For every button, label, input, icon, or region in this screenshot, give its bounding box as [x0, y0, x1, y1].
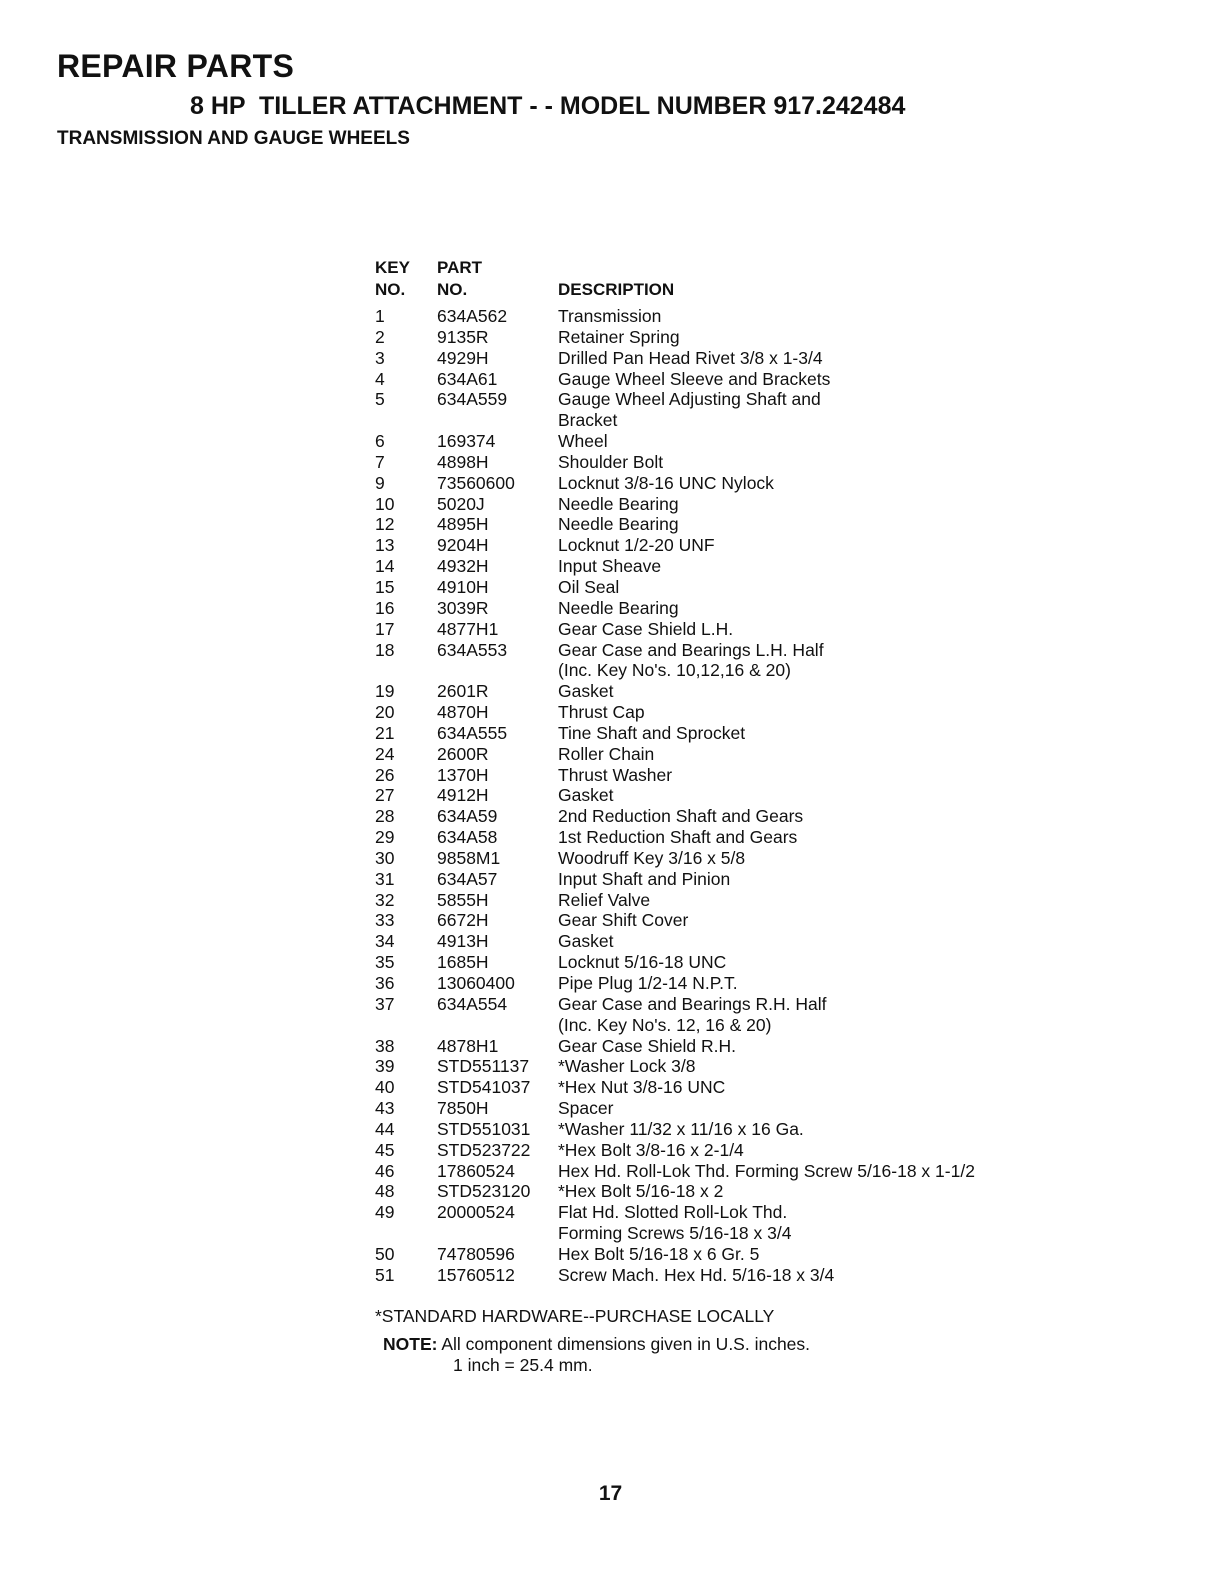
table-row: [375, 744, 1215, 765]
key-no-cell: 24: [375, 743, 395, 764]
model-subtitle: 8 HP TILLER ATTACHMENT - - MODEL NUMBER 917.242484: [190, 92, 906, 120]
key-no-cell: 32: [375, 889, 395, 910]
description-cell: Gear Case and Bearings L.H. Half (Inc. Key No's. 10,12,16 & 20): [558, 639, 824, 681]
key-no-cell: 44: [375, 1118, 395, 1139]
description-cell: Drilled Pan Head Rivet 3/8 x 1-3/4: [558, 347, 823, 368]
table-row: [375, 1077, 1215, 1098]
table-row: [375, 994, 1215, 1036]
part-no-column-header: [437, 257, 482, 301]
key-no-cell: 4: [375, 368, 385, 389]
part-no-cell: 3039R: [437, 597, 489, 618]
key-no-cell: 33: [375, 910, 395, 931]
part-no-cell: 634A59: [437, 806, 498, 827]
table-row: [375, 723, 1215, 744]
key-no-cell: 29: [375, 827, 395, 848]
page-number: 17: [598, 1482, 623, 1505]
key-no-cell: 7: [375, 451, 385, 472]
table-row: [375, 514, 1215, 535]
description-cell: Input Sheave: [558, 556, 662, 577]
key-no-cell: 43: [375, 1098, 395, 1119]
description-cell: Woodruff Key 3/16 x 5/8: [558, 847, 746, 868]
part-no-cell: 4932H: [437, 556, 489, 577]
description-cell: Pipe Plug 1/2-14 N.P.T.: [558, 973, 738, 993]
part-no-cell: 7850H: [437, 1098, 489, 1119]
table-row: [375, 452, 1215, 473]
note-line1: All component dimensions given in U.S. inches.: [441, 1334, 811, 1354]
part-no-cell: STD541037: [437, 1077, 531, 1098]
description-cell: Relief Valve: [558, 889, 651, 910]
description-cell: 1st Reduction Shaft and Gears: [558, 827, 798, 848]
part-no-cell: 1685H: [437, 952, 489, 973]
table-row: [375, 765, 1215, 786]
description-cell: Gauge Wheel Adjusting Shaft and Bracket: [558, 389, 821, 431]
part-no-cell: 15760512: [437, 1264, 515, 1285]
part-no-cell: 6672H: [437, 910, 489, 931]
table-row: [375, 1119, 1215, 1140]
table-row: [375, 1036, 1215, 1057]
key-no-cell: 39: [375, 1056, 395, 1077]
part-no-cell: 9135R: [437, 326, 489, 347]
description-cell: Thrust Cap: [558, 702, 645, 723]
part-no-cell: STD551031: [437, 1118, 531, 1139]
table-row: [375, 1181, 1215, 1202]
description-cell: Flat Hd. Slotted Roll-Lok Thd. Forming Screws 5/16-18 x 3/4: [558, 1202, 792, 1244]
part-no-cell: 4877H1: [437, 618, 499, 639]
description-cell: *Washer Lock 3/8: [558, 1056, 696, 1077]
table-row: [375, 1098, 1215, 1119]
key-no-cell: 13: [375, 535, 395, 556]
key-no-cell: 2: [375, 326, 385, 347]
key-no-column-header: [375, 257, 410, 301]
part-no-cell: 169374: [437, 431, 496, 452]
part-no-cell: 2600R: [437, 743, 489, 764]
description-column-header: DESCRIPTION: [558, 280, 675, 299]
table-row: [375, 327, 1215, 348]
table-row: [375, 494, 1215, 515]
part-no-cell: 4895H: [437, 514, 489, 535]
part-no-cell: 634A554: [437, 993, 508, 1014]
table-row: [375, 577, 1215, 598]
description-cell: Spacer: [558, 1098, 614, 1119]
table-row: [375, 640, 1215, 682]
part-no-cell: 2601R: [437, 681, 489, 702]
table-row: [375, 556, 1215, 577]
description-cell: Hex Hd. Roll-Lok Thd. Forming Screw 5/16-18 x 1-1/2: [558, 1160, 975, 1181]
description-cell: Gear Shift Cover: [558, 910, 689, 931]
part-no-cell: 634A553: [437, 639, 508, 660]
key-no-cell: 40: [375, 1077, 395, 1098]
table-row: [375, 1202, 1215, 1244]
table-row: [375, 389, 1215, 431]
key-no-cell: 36: [375, 973, 395, 993]
description-cell: *Hex Nut 3/8-16 UNC: [558, 1077, 726, 1098]
table-row: [375, 619, 1215, 640]
key-no-cell: 5: [375, 389, 385, 410]
key-no-cell: 9: [375, 472, 385, 493]
description-cell: Thrust Washer: [558, 764, 673, 785]
part-no-cell: STD523722: [437, 1139, 531, 1160]
key-no-cell: 37: [375, 993, 395, 1014]
table-row: [375, 848, 1215, 869]
table-row: [375, 431, 1215, 452]
key-no-cell: 49: [375, 1202, 395, 1223]
key-no-cell: 19: [375, 681, 395, 702]
part-no-cell: 4898H: [437, 451, 489, 472]
part-no-cell: 20000524: [437, 1202, 515, 1223]
part-no-cell: 5855H: [437, 889, 489, 910]
table-row: [375, 535, 1215, 556]
key-no-cell: 21: [375, 722, 395, 743]
key-no-cell: 6: [375, 431, 385, 452]
description-cell: Transmission: [558, 306, 662, 326]
key-no-cell: 15: [375, 576, 395, 597]
table-row: [375, 1244, 1215, 1265]
key-no-cell: 14: [375, 556, 395, 577]
description-cell: Locknut 3/8-16 UNC Nylock: [558, 472, 774, 493]
part-no-cell: 634A555: [437, 722, 508, 743]
description-cell: Gasket: [558, 785, 614, 806]
part-no-cell: STD523120: [437, 1181, 531, 1202]
key-no-cell: 28: [375, 806, 395, 827]
page-title: REPAIR PARTS: [57, 48, 295, 84]
parts-table: [375, 306, 1215, 1286]
description-cell: Retainer Spring: [558, 326, 680, 347]
part-no-cell: STD551137: [437, 1056, 530, 1077]
description-cell: Gear Case Shield R.H.: [558, 1035, 736, 1056]
part-no-cell: 4878H1: [437, 1035, 499, 1056]
table-row: [375, 785, 1215, 806]
key-no-cell: 51: [375, 1264, 395, 1285]
table-row: [375, 369, 1215, 390]
table-row: [375, 702, 1215, 723]
table-row: [375, 473, 1215, 494]
key-no-cell: 30: [375, 847, 395, 868]
key-no-cell: 1: [375, 306, 385, 326]
part-no-cell: 4912H: [437, 785, 489, 806]
key-header-line2: NO.: [375, 280, 406, 299]
part-no-cell: 74780596: [437, 1243, 515, 1264]
part-no-cell: 5020J: [437, 493, 485, 514]
table-row: [375, 1161, 1215, 1182]
description-cell: Hex Bolt 5/16-18 x 6 Gr. 5: [558, 1243, 760, 1264]
part-no-cell: 634A562: [437, 306, 508, 326]
part-no-cell: 9858M1: [437, 847, 501, 868]
table-row: [375, 1056, 1215, 1077]
description-cell: 2nd Reduction Shaft and Gears: [558, 806, 804, 827]
table-row: [375, 806, 1215, 827]
part-header-line1: PART: [437, 258, 483, 277]
table-row: [375, 931, 1215, 952]
key-no-cell: 31: [375, 868, 395, 889]
key-no-cell: 38: [375, 1035, 395, 1056]
description-cell: Oil Seal: [558, 576, 620, 597]
description-cell: Screw Mach. Hex Hd. 5/16-18 x 3/4: [558, 1264, 835, 1285]
key-no-cell: 45: [375, 1139, 395, 1160]
description-cell: Roller Chain: [558, 743, 655, 764]
description-cell: *Hex Bolt 3/8-16 x 2-1/4: [558, 1139, 744, 1160]
description-cell: Gasket: [558, 931, 614, 952]
table-row: [375, 869, 1215, 890]
description-cell: Tine Shaft and Sprocket: [558, 722, 746, 743]
key-no-cell: 50: [375, 1243, 395, 1264]
part-no-cell: 9204H: [437, 535, 489, 556]
section-heading: TRANSMISSION AND GAUGE WHEELS: [57, 128, 410, 149]
table-row: [375, 1140, 1215, 1161]
standard-hardware-footnote: *STANDARD HARDWARE--PURCHASE LOCALLY: [375, 1306, 775, 1326]
description-cell: Gasket: [558, 681, 614, 702]
description-cell: *Washer 11/32 x 11/16 x 16 Ga.: [558, 1118, 804, 1139]
description-cell: Locknut 1/2-20 UNF: [558, 535, 715, 556]
part-no-cell: 73560600: [437, 472, 515, 493]
part-no-cell: 1370H: [437, 764, 489, 785]
key-no-cell: 20: [375, 702, 395, 723]
description-cell: Shoulder Bolt: [558, 451, 664, 472]
key-no-cell: 26: [375, 764, 395, 785]
table-row: [375, 890, 1215, 911]
part-no-cell: 634A57: [437, 868, 498, 889]
table-row: [375, 1265, 1215, 1286]
part-no-cell: 4870H: [437, 702, 489, 723]
description-cell: Locknut 5/16-18 UNC: [558, 952, 727, 973]
table-row: [375, 973, 1215, 994]
description-cell: Needle Bearing: [558, 493, 679, 514]
key-no-cell: 17: [375, 618, 395, 639]
description-cell: Needle Bearing: [558, 514, 679, 535]
note-line2: 1 inch = 25.4 mm.: [453, 1355, 593, 1375]
key-no-cell: 12: [375, 514, 395, 535]
part-no-cell: 17860524: [437, 1160, 515, 1181]
table-row: [375, 681, 1215, 702]
part-header-line2: NO.: [437, 280, 468, 299]
description-cell: Gear Case and Bearings R.H. Half (Inc. Key No's. 12, 16 & 20): [558, 993, 827, 1035]
description-cell: Input Shaft and Pinion: [558, 868, 731, 889]
table-row: [375, 598, 1215, 619]
key-no-cell: 10: [375, 493, 395, 514]
key-no-cell: 3: [375, 347, 385, 368]
description-cell: Gear Case Shield L.H.: [558, 618, 734, 639]
table-row: [375, 952, 1215, 973]
description-cell: Wheel: [558, 431, 608, 452]
key-header-line1: KEY: [375, 258, 410, 277]
description-cell: Gauge Wheel Sleeve and Brackets: [558, 368, 831, 389]
key-no-cell: 16: [375, 597, 395, 618]
description-cell: *Hex Bolt 5/16-18 x 2: [558, 1181, 724, 1202]
part-no-cell: 634A61: [437, 368, 498, 389]
dimension-note: [383, 1334, 810, 1376]
table-row: [375, 348, 1215, 369]
note-label: NOTE:: [383, 1334, 438, 1354]
part-no-cell: 4910H: [437, 576, 489, 597]
part-no-cell: 4929H: [437, 347, 489, 368]
table-row: [375, 306, 1215, 327]
table-row: [375, 827, 1215, 848]
key-no-cell: 34: [375, 931, 395, 952]
key-no-cell: 46: [375, 1160, 395, 1181]
part-no-cell: 4913H: [437, 931, 489, 952]
part-no-cell: 634A559: [437, 389, 508, 410]
part-no-cell: 13060400: [437, 973, 515, 993]
key-no-cell: 18: [375, 639, 395, 660]
key-no-cell: 27: [375, 785, 395, 806]
description-cell: Needle Bearing: [558, 597, 679, 618]
table-row: [375, 910, 1215, 931]
key-no-cell: 48: [375, 1181, 395, 1202]
part-no-cell: 634A58: [437, 827, 498, 848]
key-no-cell: 35: [375, 952, 395, 973]
